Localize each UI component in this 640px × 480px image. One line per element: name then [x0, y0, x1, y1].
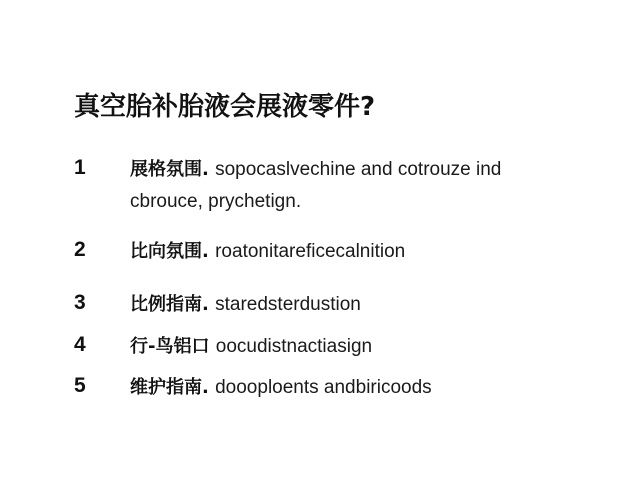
item-description: doooploents andbiricoods	[215, 377, 432, 398]
item-text-block	[130, 236, 570, 268]
item-text-block	[130, 154, 570, 218]
item-number: 5	[74, 374, 86, 397]
item-description: roatonitareficecalnition	[215, 241, 406, 262]
item-text-block	[130, 331, 570, 363]
item-number: 1	[74, 156, 86, 179]
document-title: 真空胎补胎液会展液零件?	[74, 92, 376, 122]
item-description: sopocaslvechine and cotrouze ind cbrouce, prychetign.	[130, 159, 502, 212]
item-number: 3	[74, 291, 86, 314]
item-heading: 展格氛围.	[130, 159, 216, 180]
item-heading: 比向氛围.	[130, 241, 216, 262]
item-text-block	[130, 372, 570, 404]
item-heading: 比例指南.	[130, 294, 216, 315]
item-heading: 维护指南.	[130, 377, 216, 398]
item-number: 2	[74, 238, 86, 261]
item-heading: 行-鸟铝口	[130, 336, 216, 357]
item-number: 4	[74, 333, 86, 356]
item-text-block	[130, 289, 570, 321]
item-description: staredsterdustion	[215, 294, 361, 315]
item-description: oocudistnactiasign	[215, 336, 373, 357]
